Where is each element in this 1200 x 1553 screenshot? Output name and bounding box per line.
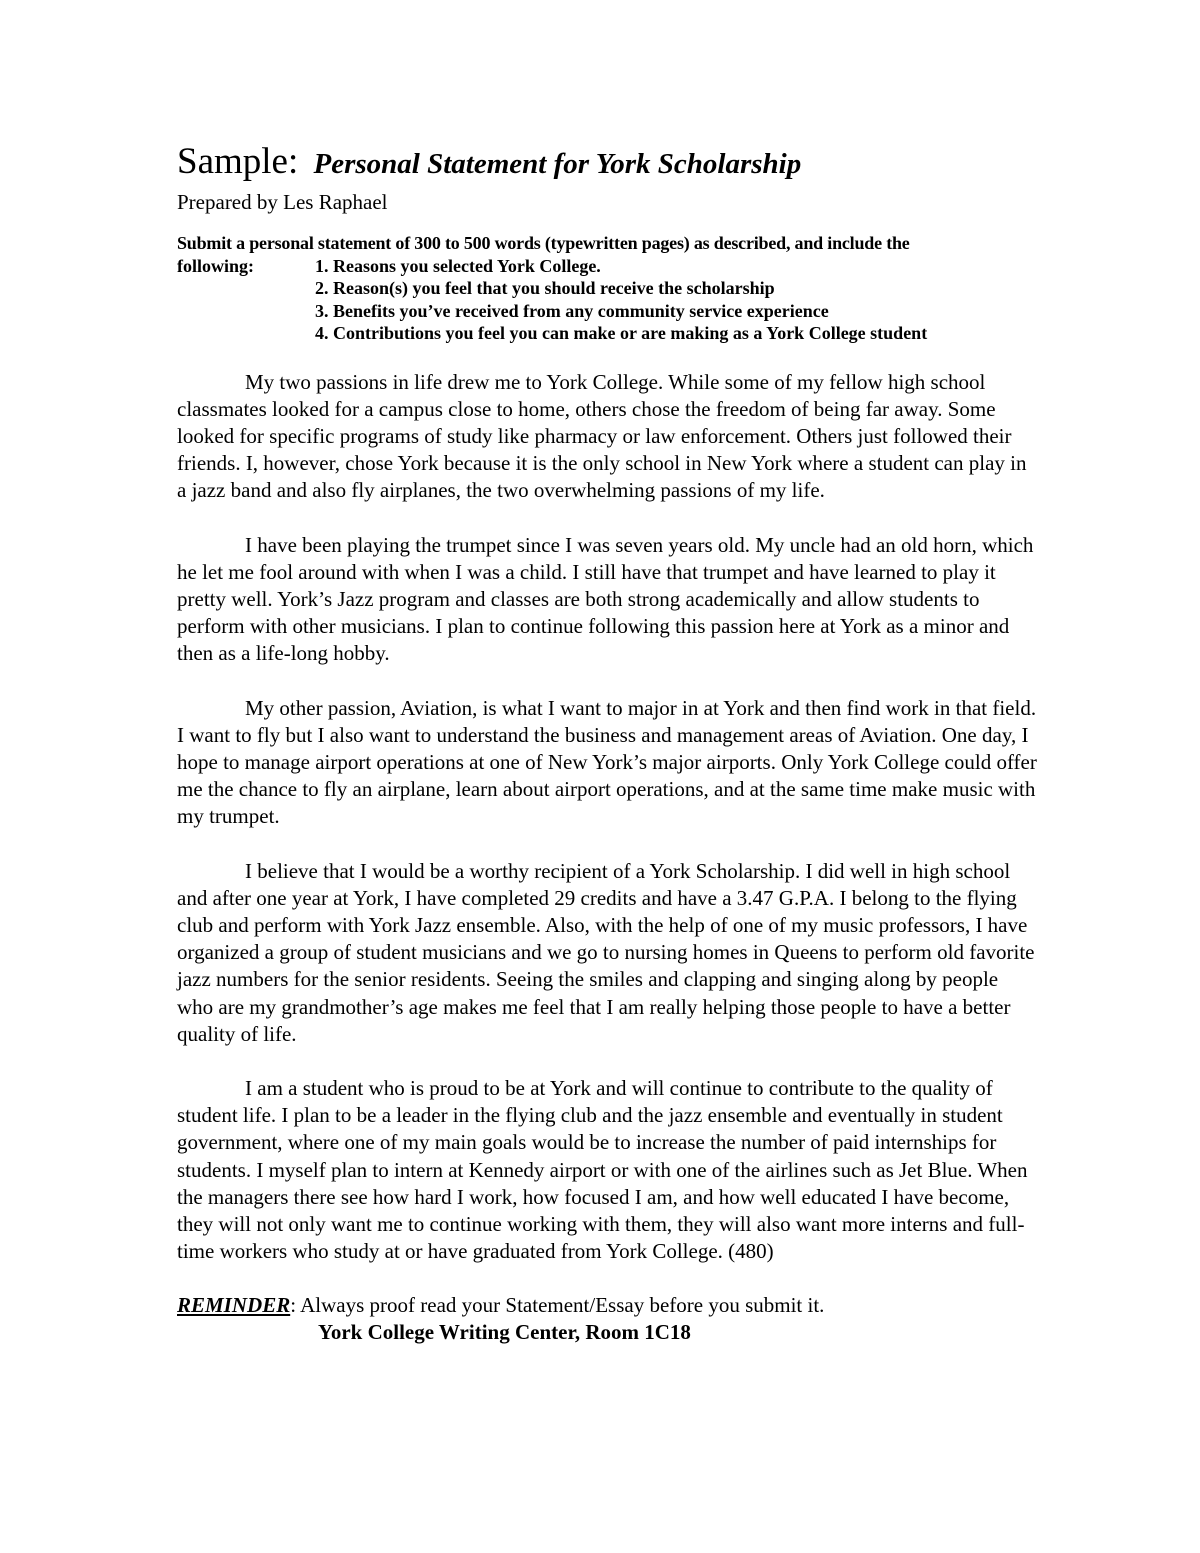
instructions-block	[177, 232, 1037, 345]
reminder-label: REMINDER	[177, 1293, 291, 1318]
instruction-item: 4. Contributions you feel you can make or are making as a York College student	[315, 323, 928, 343]
page-title	[177, 140, 1037, 186]
essay-paragraph: I believe that I would be a worthy recipient of a York Scholarship. I did well in high school and after one year at York, I have completed 29 credits and have a 3.47 G.P.A. I belong to the flying club and perform with York Jazz ensemble. Also, with the help of one of my music professors, I have organized a group of student musicians and we go to nursing homes in Queens to perform old favorite jazz numbers for the senior residents. Seeing the smiles and clapping and singing along by people who are my grandmother’s age makes me feel that I am really helping those people to have a better quality of life.	[177, 858, 1035, 1046]
document-page	[177, 140, 1037, 1346]
title-label: Sample:	[177, 141, 299, 182]
essay-paragraph: I have been playing the trumpet since I was seven years old. My uncle had an old horn, which he let me fool around with when I was a child. I still have that trumpet and have learned to play it pretty well. York’s Jazz program and classes are both strong academically and allow students to perform with other musicians. I plan to continue following this passion here at York as a minor and then as a life-long hobby.	[177, 532, 1034, 666]
essay-paragraph: My two passions in life drew me to York College. While some of my fellow high school classmates looked for a campus close to home, others chose the freedom of being far away. Some looked for specific programs of study like pharmacy or law enforcement. Others just followed their friends. I, however, chose York because it is the only school in New York where a student can play in a jazz band and also fly airplanes, the two overwhelming passions of my life.	[177, 369, 1027, 503]
instruction-item: 2. Reason(s) you feel that you should receive the scholarship	[315, 278, 775, 298]
instructions-list	[315, 255, 1037, 345]
byline: Prepared by Les Raphael	[177, 190, 388, 214]
reminder-text: : Always proof read your Statement/Essay before you submit it.	[290, 1293, 825, 1318]
instruction-item: 3. Benefits you’ve received from any community service experience	[315, 300, 829, 321]
reminder-line	[177, 1292, 1037, 1319]
instructions-following-label: following:	[177, 255, 255, 276]
writing-center-line: York College Writing Center, Room 1C18	[318, 1320, 691, 1345]
essay-paragraph: My other passion, Aviation, is what I want to major in at York and then find work in that field. I want to fly but I also want to understand the business and management areas of Aviation. One day, I hope to manage airport operations at one of New York’s major airports. Only York College could offer me the chance to fly an airplane, learn about airport operations, and at the same time make music with my trumpet.	[177, 695, 1037, 829]
essay-paragraph: I am a student who is proud to be at York and will continue to contribute to the quality of student life. I plan to be a leader in the flying club and the jazz ensemble and eventually in student government, where one of my main goals would be to increase the number of paid internships for students. I myself plan to intern at Kennedy airport or with one of the airlines such as Jet Blue. When the managers there see how hard I work, how focused I am, and how well educated I have become, they will not only want me to continue working with them, they will also want more interns and full-time workers who study at or have graduated from York College. (480)	[177, 1075, 1028, 1264]
instructions-grid	[177, 255, 1037, 345]
instructions-intro: Submit a personal statement of 300 to 500 words (typewritten pages) as described, and include the	[177, 233, 910, 253]
title-text: Personal Statement for York Scholarship	[313, 148, 802, 180]
essay-body	[177, 369, 1037, 1266]
instruction-item: 1. Reasons you selected York College.	[315, 255, 601, 276]
